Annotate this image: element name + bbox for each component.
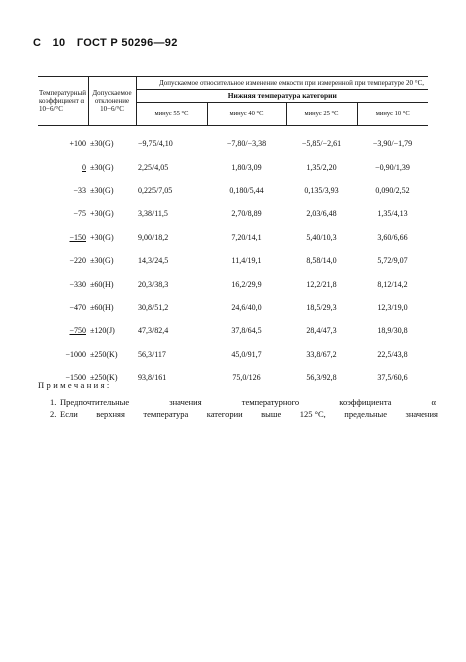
header-temp-minus-40: минус 40 °С xyxy=(207,103,286,126)
tolerance-value: ±30(G) xyxy=(90,185,114,195)
tc-value: −470 xyxy=(69,302,86,312)
table-row xyxy=(38,343,428,366)
tolerance-value: +30(G) xyxy=(90,232,114,242)
change-minus-40: 24,6/40,0 xyxy=(231,302,262,312)
header-lower-category-temperature: Нижняя температура категории xyxy=(136,90,428,103)
change-minus-40: 37,8/64,5 xyxy=(231,326,262,336)
change-minus-10: 8,12/14,2 xyxy=(377,279,408,289)
change-minus-10: 22,5/43,8 xyxy=(377,349,408,359)
change-minus-40: 2,70/8,89 xyxy=(231,209,262,219)
table-row xyxy=(38,202,428,225)
tc-value: −1500 xyxy=(65,373,86,383)
header-temp-minus-55: минус 55 °С xyxy=(136,103,207,126)
change-minus-40: 1,80/3,09 xyxy=(231,162,262,172)
change-minus-55: 3,38/11,5 xyxy=(138,209,168,219)
change-minus-55: 2,25/4,05 xyxy=(138,162,169,172)
capacitance-change-table xyxy=(38,76,428,389)
change-minus-25: 8,58/14,0 xyxy=(306,256,337,266)
note-word: температурного xyxy=(241,397,300,407)
table-row xyxy=(38,155,428,178)
change-minus-10: 37,5/60,6 xyxy=(377,373,408,383)
change-minus-40: 75,0/126 xyxy=(232,373,261,383)
change-minus-25: 12,2/21,8 xyxy=(306,279,337,289)
change-minus-10: 1,35/4,13 xyxy=(377,209,408,219)
tc-value: −220 xyxy=(69,256,86,266)
change-minus-10: 3,60/6,66 xyxy=(377,232,408,242)
change-minus-55: 14,3/24,5 xyxy=(138,256,169,266)
change-minus-40: −7,80/−3,38 xyxy=(226,139,267,149)
table-row xyxy=(38,249,428,272)
change-minus-40: 7,20/14,1 xyxy=(231,232,262,242)
change-minus-55: 93,8/161 xyxy=(138,373,167,383)
tc-value: −1000 xyxy=(65,349,86,359)
tc-value: −75 xyxy=(73,209,86,219)
note-word: Предпочтительные xyxy=(60,397,130,407)
tolerance-value: ±30(G) xyxy=(90,139,114,149)
note-item xyxy=(38,397,438,407)
change-minus-10: 18,9/30,8 xyxy=(377,326,408,336)
change-minus-55: 9,00/18,2 xyxy=(138,232,169,242)
note-word: значения xyxy=(169,397,202,407)
change-minus-10: −0,90/1,39 xyxy=(375,162,410,172)
header-temp-minus-25: минус 25 °С xyxy=(286,103,357,126)
change-minus-10: 0,090/2,52 xyxy=(375,185,410,195)
change-minus-25: 28,4/47,3 xyxy=(306,326,337,336)
tolerance-value: ±30(G) xyxy=(90,256,114,266)
tc-value: +100 xyxy=(69,139,86,149)
tolerance-value: +30(G) xyxy=(90,209,114,219)
change-minus-25: 56,3/92,8 xyxy=(306,373,337,383)
notes-title: Примечания: xyxy=(38,380,112,390)
tolerance-value: ±120(J) xyxy=(90,326,115,336)
tc-value-text: −750 xyxy=(69,326,86,336)
header-capacitance-change: Допускаемое относительное изменение емкости при измеренной при температуре 20 °С, xyxy=(136,77,428,90)
note-word: выше xyxy=(261,409,282,419)
note-word: температура xyxy=(143,409,189,419)
note-word: коэффициента xyxy=(339,397,392,407)
tc-value-text: −150 xyxy=(69,232,86,242)
table-row xyxy=(38,296,428,319)
change-minus-55: −9,75/4,10 xyxy=(138,139,173,149)
change-minus-55: 20,3/38,3 xyxy=(138,279,169,289)
table-header-row xyxy=(38,77,428,90)
change-minus-10: 5,72/9,07 xyxy=(377,256,408,266)
note-number: 2. xyxy=(50,409,57,419)
tolerance-value: ±30(G) xyxy=(90,162,114,172)
note-word: верхняя xyxy=(96,409,125,419)
change-minus-25: 1,35/2,20 xyxy=(306,162,337,172)
change-minus-25: 33,8/67,2 xyxy=(306,349,337,359)
table-row xyxy=(38,179,428,202)
table-row xyxy=(38,319,428,342)
change-minus-40: 16,2/29,9 xyxy=(231,279,262,289)
page-header xyxy=(33,37,178,49)
note-word: Если xyxy=(60,409,78,419)
table-row xyxy=(38,272,428,295)
note-word: категории xyxy=(206,409,243,419)
page-letter: С xyxy=(33,37,42,49)
tc-value xyxy=(38,319,88,342)
note-word: 125 °С, xyxy=(299,409,326,419)
standard-code: ГОСТ Р 50296—92 xyxy=(76,37,178,49)
notes-section xyxy=(38,380,438,421)
page-number: 10 xyxy=(52,37,66,49)
change-minus-25: 0,135/3,93 xyxy=(304,185,339,195)
note-word: предельные xyxy=(344,409,388,419)
tc-value: −33 xyxy=(73,185,86,195)
header-temp-minus-10: минус 10 °С xyxy=(357,103,428,126)
change-minus-55: 0,225/7,05 xyxy=(138,185,173,195)
change-minus-10: 12,3/19,0 xyxy=(377,302,408,312)
tolerance-value: ±250(K) xyxy=(90,373,118,383)
header-temperature-coefficient: Температурный коэффициент α 10−6/°С xyxy=(38,77,88,126)
tc-value xyxy=(38,226,88,249)
tc-value: −330 xyxy=(69,279,86,289)
tc-value-text: 0 xyxy=(82,162,86,172)
change-minus-25: −5,85/−2,61 xyxy=(301,139,342,149)
note-text xyxy=(60,397,438,407)
note-word: значения xyxy=(405,409,438,419)
note-item xyxy=(38,409,438,419)
change-minus-25: 5,40/10,3 xyxy=(306,232,337,242)
table-body xyxy=(38,126,428,390)
tolerance-value: ±60(H) xyxy=(90,279,114,289)
table-row xyxy=(38,126,428,156)
change-minus-10: −3,90/−1,79 xyxy=(372,139,413,149)
change-minus-25: 2,03/6,48 xyxy=(306,209,337,219)
change-minus-40: 0,180/5,44 xyxy=(229,185,264,195)
tolerance-value: ±250(K) xyxy=(90,349,118,359)
note-text xyxy=(60,409,438,419)
change-minus-25: 18,5/29,3 xyxy=(306,302,337,312)
change-minus-55: 30,8/51,2 xyxy=(138,302,169,312)
table-row xyxy=(38,226,428,249)
note-number: 1. xyxy=(50,397,57,407)
header-tolerance: Допускаемое отклонение 10−6/°С xyxy=(88,77,136,126)
change-minus-55: 56,3/117 xyxy=(138,349,166,359)
change-minus-40: 45,0/91,7 xyxy=(231,349,262,359)
note-word: α xyxy=(431,397,436,407)
tc-value xyxy=(38,155,88,178)
tolerance-value: ±60(H) xyxy=(90,302,114,312)
change-minus-55: 47,3/82,4 xyxy=(138,326,169,336)
change-minus-40: 11,4/19,1 xyxy=(231,256,262,266)
